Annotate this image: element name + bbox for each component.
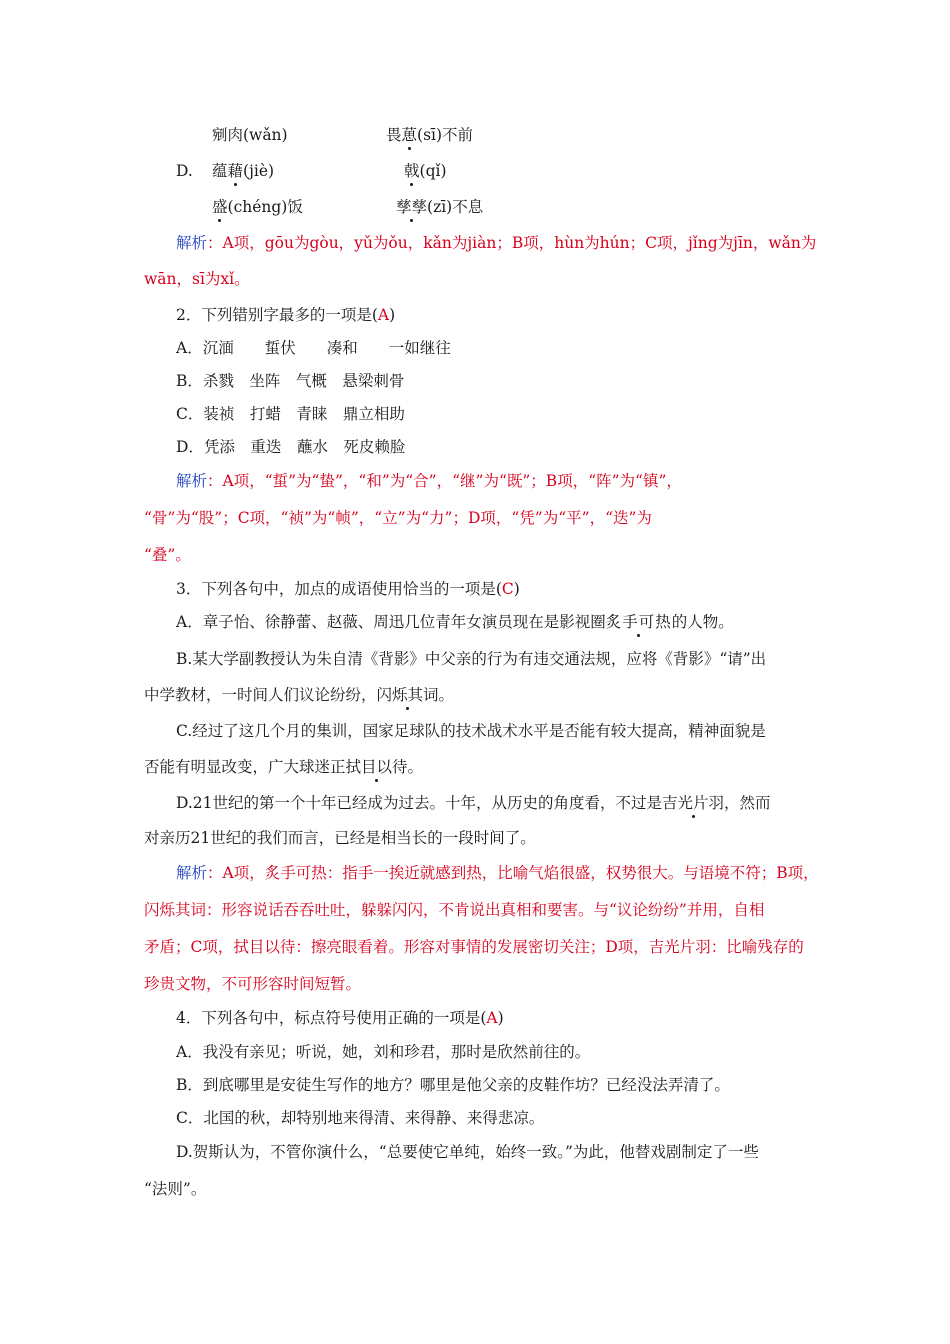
- question-3-option-d-line-2: 对亲历21世纪的我们而言，已经是相当长的一段时间了。: [144, 829, 536, 847]
- question-2-option-c: C．装祯 打蜡 青睐 鼎立相助: [176, 405, 405, 423]
- explanation-1-line-1: 解析：A项，gōu为gòu，yǔ为ǒu，kǎn为jiàn；B项，hùn为hún；C项，jǐng为jīn，wǎn为: [176, 234, 817, 252]
- question-2-option-a: A．沉湎 蜇伏 凑和 一如继往: [176, 339, 451, 357]
- q1-option-d-item-2: 戟(qǐ): [404, 162, 447, 180]
- question-4-option-d-line-2: “法则”。: [144, 1180, 207, 1198]
- explanation-3-line-3: 矛盾；C项，拭目以待：擦亮眼看着。形容对事情的发展密切关注；D项，吉光片羽：比喻残存的: [144, 938, 804, 956]
- question-3-stem: 3．下列各句中，加点的成语使用恰当的一项是(C): [176, 580, 520, 598]
- explanation-1-line-2: wān，sī为xǐ。: [144, 270, 250, 288]
- question-3-option-a: A．章子怡、徐静蕾、赵薇、周迅几位青年女演员现在是影视圈炙手可热的人物。: [176, 613, 734, 631]
- idiom-b: 闪烁其词: [376, 686, 439, 704]
- q1-option-d-item-3: 盛(chéng)饭: [212, 198, 303, 216]
- explanation-2-line-2: “骨”为“股”；C项，“祯”为“帧”，“立”为“力”；D项，“凭”为“平”，“迭”为: [144, 509, 652, 527]
- question-4-stem: 4．下列各句中，标点符号使用正确的一项是(A): [176, 1009, 504, 1027]
- question-3-option-c-line-2: 否能有明显改变，广大球迷正拭目以待。: [144, 758, 424, 776]
- question-4-option-d-line-1: D.贺斯认为，不管你演什么，“总要使它单纯，始终一致。”为此，他替戏剧制定了一些: [176, 1143, 759, 1161]
- idiom-c: 拭目以待: [345, 758, 408, 776]
- q1-option-d-item-4: 孳孳(zī)不息: [396, 198, 484, 216]
- explanation-3-line-2: 闪烁其词：形容说话吞吞吐吐，躲躲闪闪，不肯说出真相和要害。与“议论纷纷”并用，自相: [144, 901, 765, 919]
- idiom-a: 炙手可热: [605, 613, 672, 631]
- idiom-d: 吉光片羽: [662, 794, 725, 812]
- explanation-label: 解析: [176, 472, 208, 490]
- explanation-3-line-1: 解析：A项，炙手可热：指手一挨近就感到热，比喻气焰很盛，权势很大。与语境不符；B项，: [176, 864, 819, 882]
- question-2-stem: 2．下列错别字最多的一项是(A): [176, 306, 396, 324]
- question-3-option-d-line-1: D.21世纪的第一个十年已经成为过去。十年，从历史的角度看，不过是吉光片羽，然而: [176, 794, 771, 812]
- q1-option-d-item-1: 蕴藉(jiè): [212, 162, 275, 180]
- q1-option-d-label: D.: [176, 162, 193, 180]
- question-3-option-b-line-1: B.某大学副教授认为朱自清《背影》中父亲的行为有违交通法规，应将《背影》“请”出: [176, 650, 767, 668]
- question-3-answer: C: [501, 580, 514, 598]
- question-4-answer: A: [486, 1009, 498, 1027]
- explanation-2-line-3: “叠”。: [144, 546, 191, 564]
- q1-option-c-item-1: 剜肉(wǎn): [212, 126, 288, 144]
- question-2-option-b: B．杀戮 坐阵 气概 悬梁刺骨: [176, 372, 405, 390]
- question-2-option-d: D．凭添 重迭 蘸水 死皮赖脸: [176, 438, 406, 456]
- question-3-option-c-line-1: C.经过了这几个月的集训，国家足球队的技术战术水平是否能有较大提高，精神面貌是: [176, 722, 766, 740]
- explanation-2-line-1: 解析：A项，“蜇”为“蛰”，“和”为“合”，“继”为“既”；B项，“阵”为“镇”，: [176, 472, 682, 490]
- explanation-label: 解析: [176, 234, 208, 252]
- explanation-3-line-4: 珍贵文物，不可形容时间短暂。: [144, 975, 362, 993]
- question-4-option-c: C．北国的秋，却特别地来得清、来得静、来得悲凉。: [176, 1109, 545, 1127]
- question-4-option-b: B．到底哪里是安徒生写作的地方？哪里是他父亲的皮鞋作坊？已经没法弄清了。: [176, 1076, 730, 1094]
- question-3-option-b-line-2: 中学教材，一时间人们议论纷纷，闪烁其词。: [144, 686, 455, 704]
- q1-option-c-item-2: 畏葸(sī)不前: [386, 126, 474, 144]
- explanation-label: 解析: [176, 864, 208, 882]
- question-4-option-a: A．我没有亲见；听说，她，刘和珍君，那时是欣然前往的。: [176, 1043, 591, 1061]
- question-2-answer: A: [377, 306, 390, 324]
